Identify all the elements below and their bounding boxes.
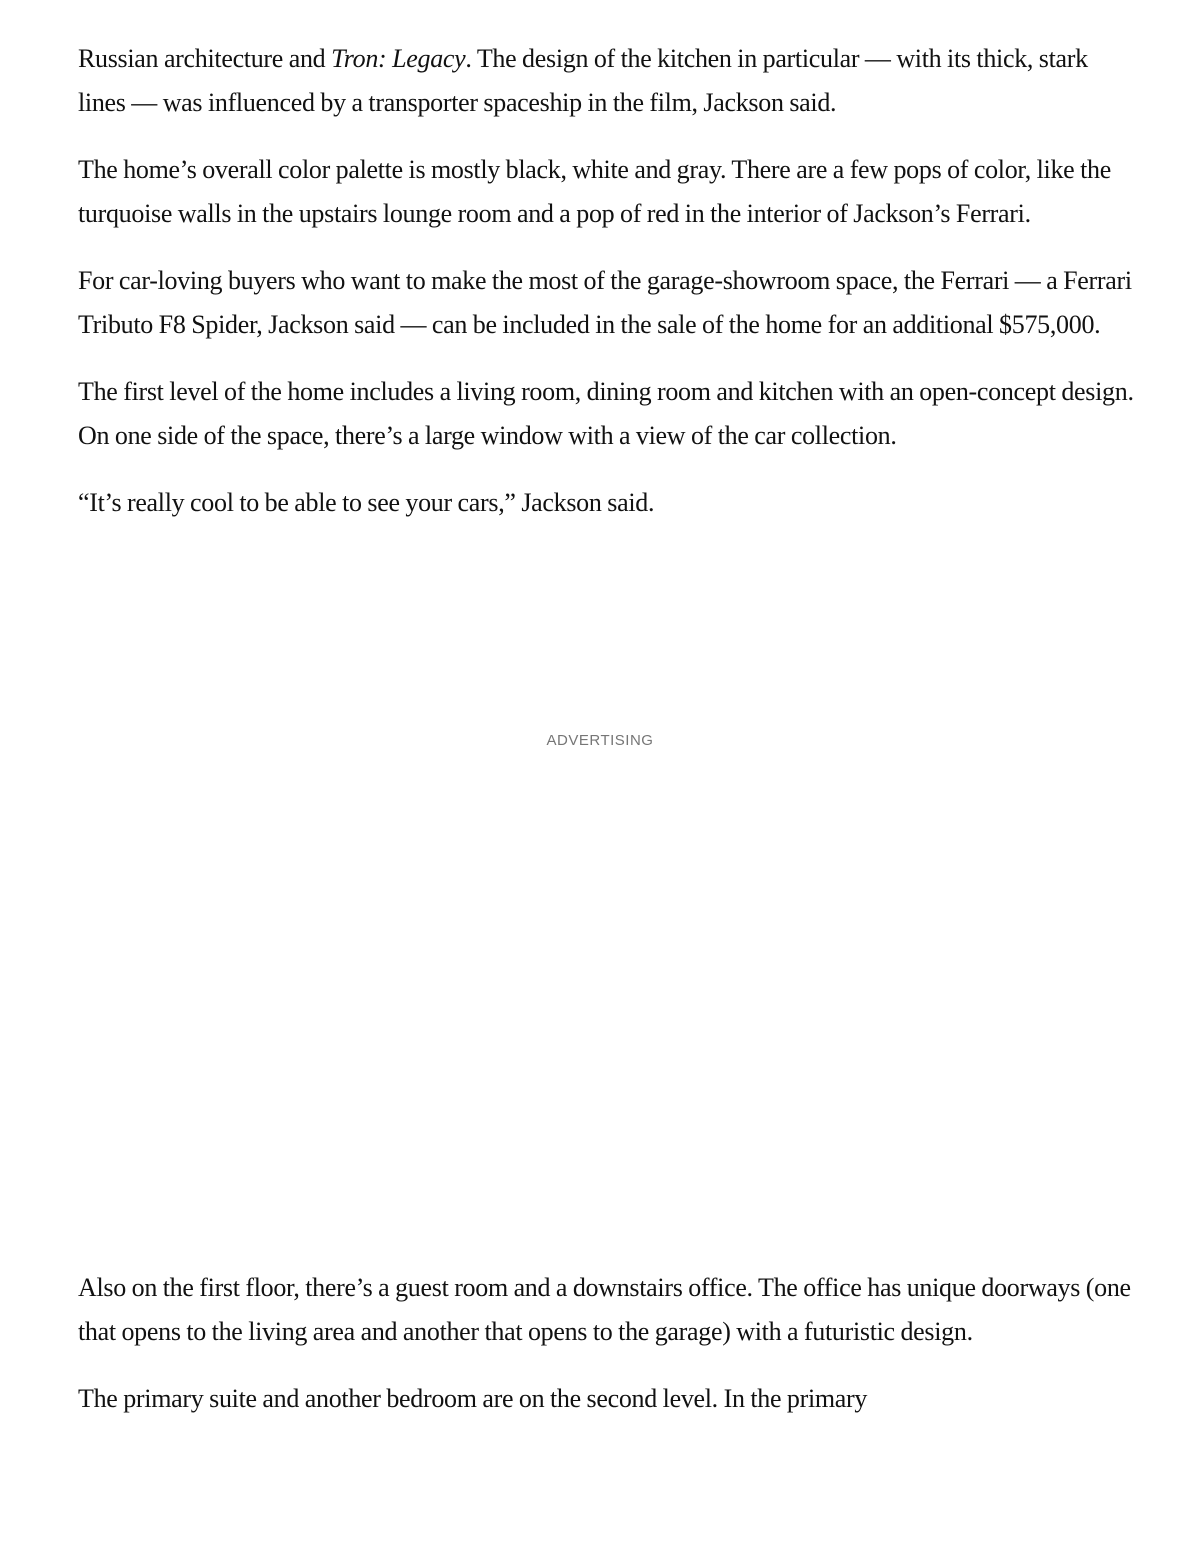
article-paragraph: Also on the first floor, there’s a guest room and a downstairs office. The office has unique doorways (one that opens to the living area and another that opens to the garage) with a futuristic design. — [78, 1273, 1131, 1346]
article-paragraph: For car-loving buyers who want to make the most of the garage-showroom space, the Ferrari — a Ferrari Tributo F8 Spider, Jackson said — can be included in the sale of the home for an additional $575,000. — [78, 266, 1132, 339]
article-paragraph — [78, 37, 1138, 125]
advertising-slot — [0, 730, 1200, 1260]
article-paragraph: The primary suite and another bedroom are on the second level. In the primary — [78, 1384, 868, 1413]
advertising-label: ADVERTISING — [546, 732, 654, 749]
film-title: Tron: Legacy — [331, 44, 466, 73]
paragraph-text: Russian architecture and — [78, 44, 332, 73]
article-body-top — [78, 37, 1138, 548]
paragraph-text: . The design of the kitchen in particular — with its thick, stark lines — was influenced by a transporter spaceship in the film, Jackson said. — [78, 44, 1088, 117]
article-paragraph: “It’s really cool to be able to see your cars,” Jackson said. — [78, 488, 655, 517]
article-body-bottom — [78, 1266, 1138, 1444]
advertising-placeholder[interactable] — [0, 752, 1200, 1252]
article-paragraph: The first level of the home includes a living room, dining room and kitchen with an open-concept design. On one side of the space, there’s a large window with a view of the car collection. — [78, 377, 1134, 450]
article-paragraph: The home’s overall color palette is mostly black, white and gray. There are a few pops of color, like the turquoise walls in the upstairs lounge room and a pop of red in the interior of Jackson’s Ferrari. — [78, 155, 1111, 228]
